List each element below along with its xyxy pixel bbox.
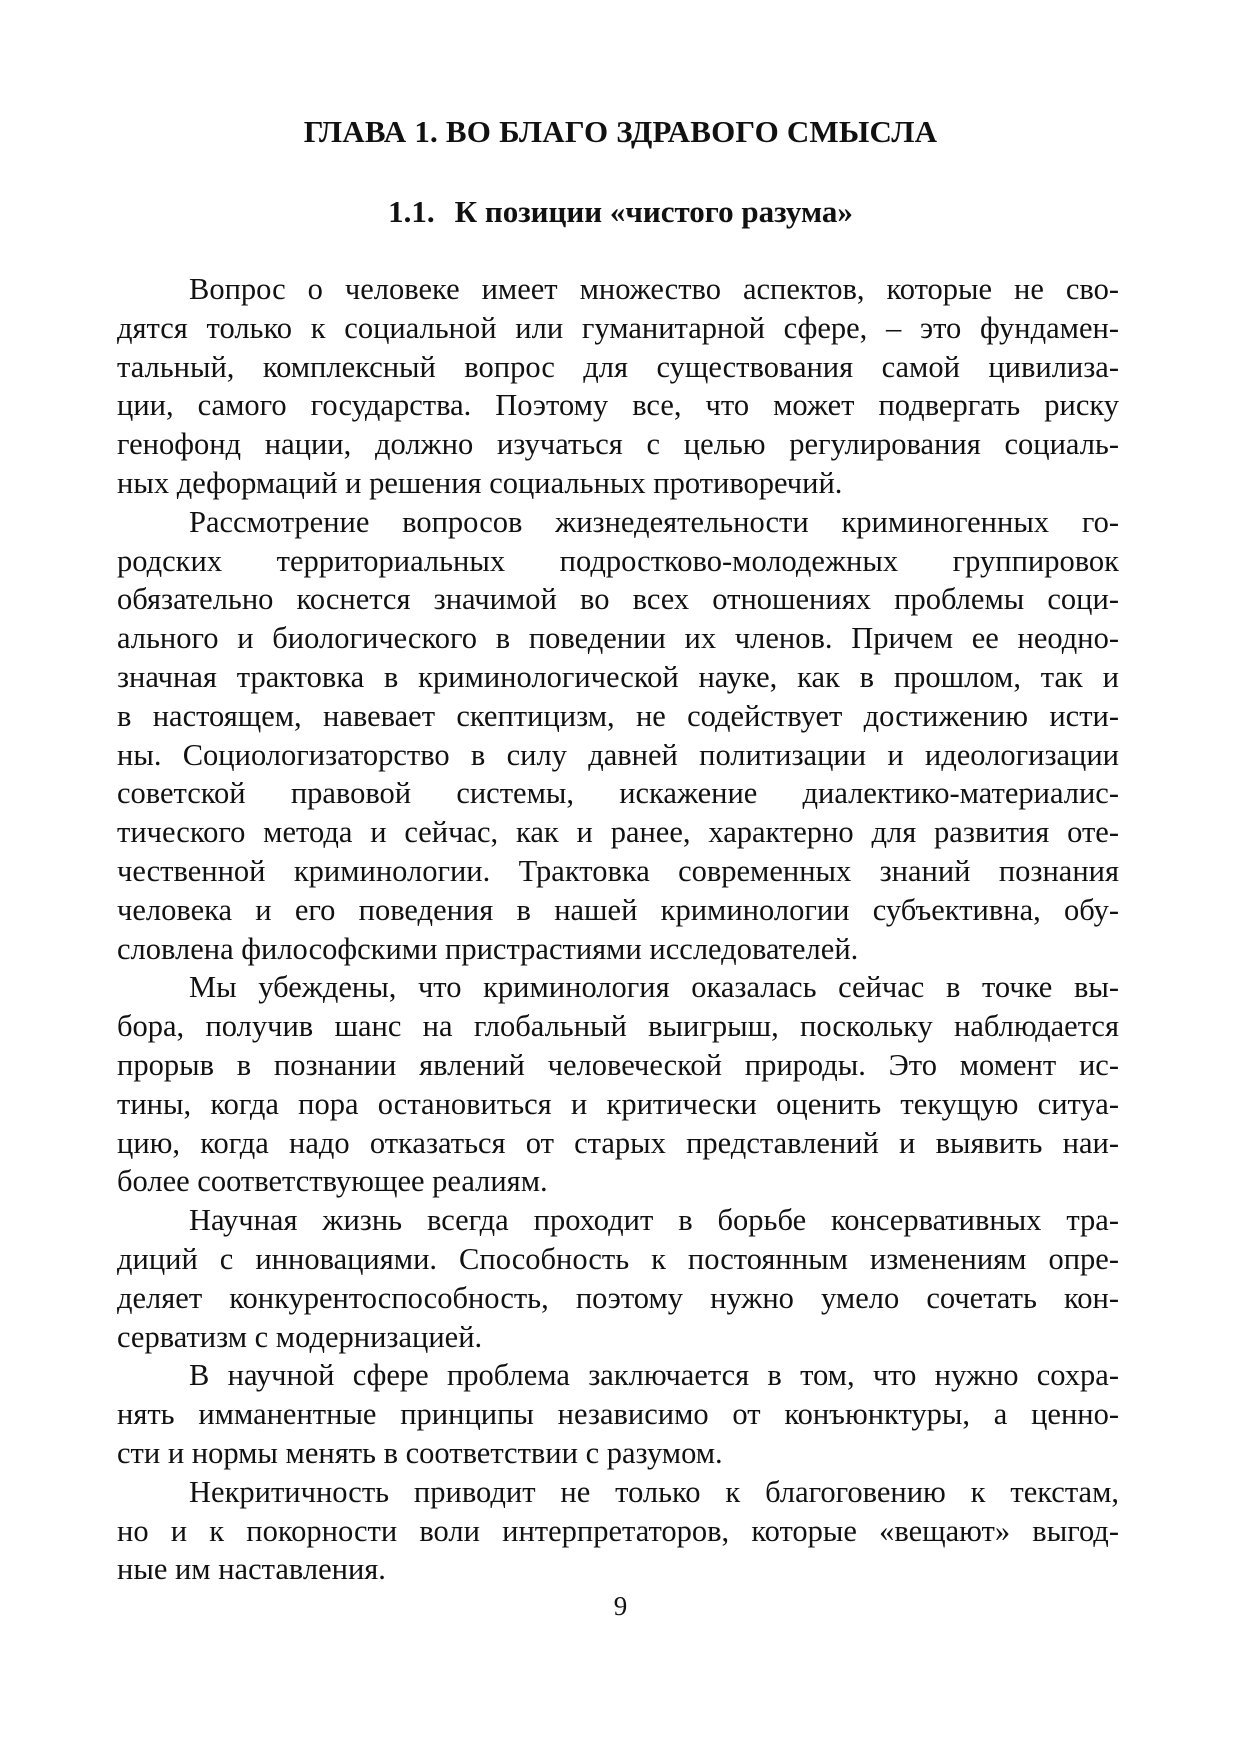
paragraph — [117, 1356, 1119, 1472]
section-heading — [0, 192, 1241, 232]
paragraph-line: Научная жизнь всегда проходит в борьбе консервативных тра- — [189, 1203, 1119, 1238]
paragraph-line: чественной криминологии. Трактовка современных знаний познания — [117, 853, 1119, 888]
section-title: К позиции «чистого разума» — [454, 194, 853, 229]
paragraph-line: нять имманентные принципы независимо от конъюнктуры, а ценно- — [117, 1397, 1119, 1432]
paragraph-line: человека и его поведения в нашей криминологии субъективна, обу- — [117, 892, 1119, 927]
paragraph-line: ции, самого государства. Поэтому все, что может подвергать риску — [117, 388, 1119, 423]
paragraph-line: родских территориальных подростково-молодежных группировок — [117, 543, 1119, 578]
paragraph-line: деляет конкурентоспособность, поэтому нужно умело сочетать кон- — [117, 1280, 1119, 1315]
paragraph-line: Некритичность приводит не только к благоговению к текстам, — [189, 1474, 1119, 1509]
paragraph-line: значная трактовка в криминологической науке, как в прошлом, так и — [117, 659, 1119, 694]
paragraph-line: диций с инновациями. Способность к постоянным изменениям опре- — [117, 1241, 1119, 1276]
paragraph-line: в настоящем, навевает скептицизм, не содействует достижению исти- — [117, 698, 1119, 733]
paragraph-line: дятся только к социальной или гуманитарной сфере, – это фундамен- — [117, 310, 1119, 345]
paragraph — [117, 1473, 1119, 1589]
paragraph-line: ального и биологического в поведении их членов. Причем ее неодно- — [117, 621, 1119, 656]
paragraph-line: цию, когда надо отказаться от старых представлений и выявить наи- — [117, 1125, 1119, 1160]
paragraph-line: советской правовой системы, искажение диалектико-материалис- — [117, 776, 1119, 811]
paragraph-line: тины, когда пора остановиться и критически оценить текущую ситуа- — [117, 1086, 1119, 1121]
page-number: 9 — [613, 1591, 628, 1621]
chapter-title: ГЛАВА 1. ВО БЛАГО ЗДРАВОГО СМЫСЛА — [303, 114, 938, 149]
paragraph — [117, 503, 1119, 969]
paragraph — [117, 1201, 1119, 1356]
paragraph-line: ных деформаций и решения социальных противоречий. — [117, 465, 843, 500]
paragraph-line: прорыв в познании явлений человеческой природы. Это момент ис- — [117, 1047, 1119, 1082]
paragraph-line: словлена философскими пристрастиями исследователей. — [117, 931, 859, 966]
paragraph-line: более соответствующее реалиям. — [117, 1164, 548, 1199]
paragraph-line: Мы убеждены, что криминология оказалась сейчас в точке вы- — [189, 970, 1119, 1005]
body-text — [117, 270, 1119, 1589]
paragraph-line: Рассмотрение вопросов жизнедеятельности криминогенных го- — [189, 504, 1119, 539]
paragraph-line: бора, получив шанс на глобальный выигрыш, поскольку наблюдается — [117, 1009, 1119, 1044]
paragraph-line: тальный, комплексный вопрос для существования самой цивилиза- — [117, 349, 1119, 384]
paragraph-line: но и к покорности воли интерпретаторов, которые «вещают» выгод- — [117, 1513, 1119, 1548]
section-number: 1.1. — [388, 194, 435, 229]
paragraph-line: ны. Социологизаторство в силу давней политизации и идеологизации — [117, 737, 1119, 772]
paragraph-line: ные им наставления. — [117, 1552, 386, 1587]
paragraph-line: В научной сфере проблема заключается в том, что нужно сохра- — [189, 1358, 1119, 1393]
paragraph-line: обязательно коснется значимой во всех отношениях проблемы соци- — [117, 582, 1119, 617]
paragraph-line: сти и нормы менять в соответствии с разумом. — [117, 1435, 723, 1470]
paragraph-line: серватизм с модернизацией. — [117, 1319, 483, 1354]
paragraph-line: тического метода и сейчас, как и ранее, характерно для развития оте- — [117, 815, 1119, 850]
paragraph-line: Вопрос о человеке имеет множество аспектов, которые не сво- — [189, 272, 1119, 306]
paragraph — [117, 968, 1119, 1201]
paragraph-line: генофонд нации, должно изучаться с целью регулирования социаль- — [117, 427, 1119, 462]
paragraph — [117, 270, 1119, 503]
